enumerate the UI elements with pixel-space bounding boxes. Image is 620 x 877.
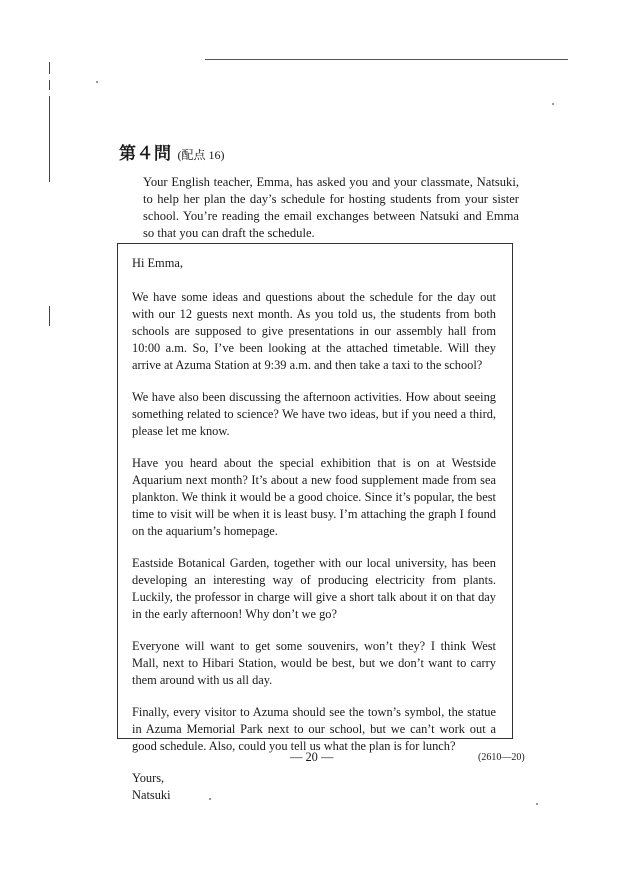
email-closing: Yours,: [132, 771, 165, 785]
email-paragraph-statue-lunch: Finally, every visitor to Azuma should see the town’s symbol, the statue in Azuma Memorial Park next to our school, but we can’t work out a good schedule. Also, could you tell us what the plan is for lunch?: [132, 705, 496, 753]
margin-mark: [49, 96, 50, 182]
scan-speck: [552, 103, 554, 105]
question-points: (配点 16): [177, 148, 225, 162]
question-number: 第４問: [119, 144, 172, 164]
exam-code: (2610—20): [478, 752, 525, 763]
email-paragraph-schedule: We have some ideas and questions about the schedule for the day out with our 12 guests next month. As you told us, the students from both schools are supposed to give presentations in our assembly hall from 10:00 a.m. So, I’ve been looking at the attached timetable. Will they arrive at Azuma Station at 9:39 a.m. and then take a taxi to the school?: [132, 290, 496, 372]
margin-mark: [49, 62, 50, 74]
intro-paragraph: Your English teacher, Emma, has asked you and your classmate, Natsuki, to help her plan the day’s schedule for hosting students from your sister school. You’re reading the email exchanges between Natsuki and Emma so that you can draft the schedule.: [143, 175, 519, 240]
question-heading: [119, 139, 225, 164]
page-number: — 20 —: [290, 750, 334, 764]
email-greeting: Hi Emma,: [132, 256, 183, 270]
top-rule: [205, 59, 568, 60]
email-body: [132, 255, 496, 804]
email-paragraph-aquarium: Have you heard about the special exhibition that is on at Westside Aquarium next month? It’s about a new food supplement made from sea plankton. We think it would be a good choice. Since it’s popular, the best time to visit will be when it is least busy. I’m attaching the graph I found on the aquarium’s homepage.: [132, 456, 496, 538]
email-paragraph-afternoon: We have also been discussing the afternoon activities. How about seeing something related to science? We have two ideas, but if you need a third, please let me know.: [132, 390, 496, 438]
email-signer: Natsuki: [132, 788, 171, 802]
email-paragraph-souvenirs: Everyone will want to get some souvenirs, won’t they? I think West Mall, next to Hibari Station, would be best, but we don’t want to carry them around with us all day.: [132, 639, 496, 687]
scan-speck: [536, 803, 538, 805]
margin-mark: [49, 80, 50, 90]
margin-mark: [49, 306, 50, 326]
scan-speck: [96, 81, 98, 83]
email-paragraph-botanical-garden: Eastside Botanical Garden, together with our local university, has been developing an interesting way of producing electricity from plants. Luckily, the professor in charge will give a short talk about it on that day in the early afternoon! Why don’t we go?: [132, 556, 496, 621]
